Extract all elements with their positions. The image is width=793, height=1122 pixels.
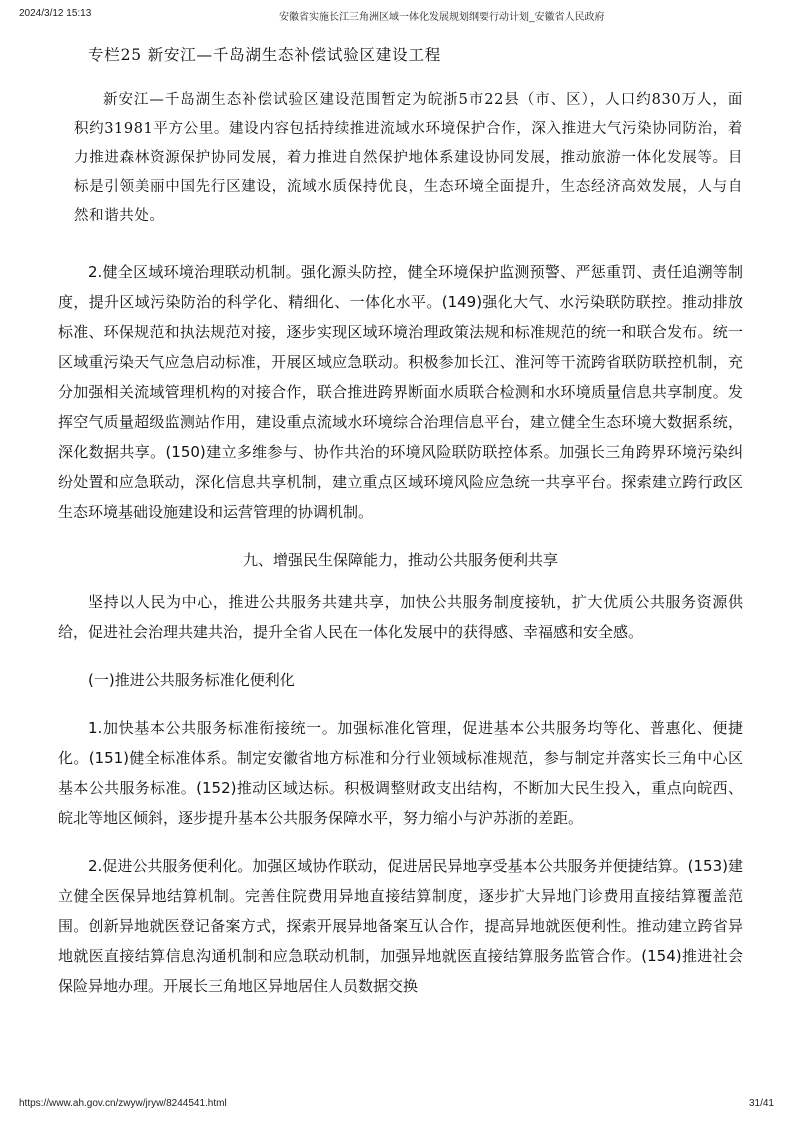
print-header — [19, 8, 774, 22]
paragraph-intro: 坚持以人民为中心，推进公共服务共建共享，加快公共服务制度接轨，扩大优质公共服务资源供给，促进社会治理共建共治，提升全省人民在一体化发展中的获得感、幸福感和安全感。 — [58, 593, 743, 641]
page-content — [58, 40, 743, 1019]
page-number: 31/41 — [748, 1098, 774, 1109]
paragraph-standards: 1.加快基本公共服务标准衔接统一。加强标准化管理，促进基本公共服务均等化、普惠化、便捷化。(151)健全标准体系。制定安徽省地方标准和分行业领域标准规范，参与制定并落实长三角中心区基本公共服务标准。(152)推动区域达标。积极调整财政支出结构，不断加大民生投入，重点向皖西、皖北等地区倾斜，逐步提升基本公共服务保障水平，努力缩小与沪苏浙的差距。 — [58, 719, 743, 827]
paragraph-convenience: 2.促进公共服务便利化。加强区域协作联动，促进居民异地享受基本公共服务并便捷结算。(153)建立健全医保异地结算机制。完善住院费用异地直接结算制度，逐步扩大异地门诊费用直接结算覆盖范围。创新异地就医登记备案方式，探索开展异地备案互认合作，提高异地就医便利性。推动建立跨省异地就医直接结算信息沟通机制和应急联动机制，加强异地就医直接结算服务监管合作。(154)推进社会保险异地办理。开展长三角地区异地居住人员数据交换 — [58, 857, 743, 995]
box-title: 专栏25 新安江—千岛湖生态补偿试验区建设工程 — [88, 46, 442, 64]
section-heading: 九、增强民生保障能力，推动公共服务便利共享 — [242, 551, 558, 569]
sub-heading: (一)推进公共服务标准化便利化 — [88, 671, 295, 689]
document-title: 安徽省实施长江三角洲区域一体化发展规划纲要行动计划_安徽省人民政府 — [279, 12, 605, 23]
box-body: 新安江—千岛湖生态补偿试验区建设范围暂定为皖浙5市22县（市、区），人口约830万人，面积约31981平方公里。建设内容包括持续推进流域水环境保护合作，深入推进大气污染协同防治，着力推进森林资源保护协同发展，着力推进自然保护地体系建设协同发展，推动旅游一体化发展等。目标是引领美丽中国先行区建设，流域水质保持优良，生态环境全面提升，生态经济高效发展，人与自然和谐共处。 — [74, 92, 743, 224]
paragraph-environment-governance: 2.健全区域环境治理联动机制。强化源头防控，健全环境保护监测预警、严惩重罚、责任追溯等制度，提升区域污染防治的科学化、精细化、一体化水平。(149)强化大气、水污染联防联控。推动排放标准、环保规范和执法规范对接，逐步实现区域环境治理政策法规和标准规范的统一和联合发布。统一区域重污染天气应急启动标准，开展区域应急联动。积极参加长江、淮河等干流跨省联防联控机制，充分加强相关流域管理机构的对接合作，联合推进跨界断面水质联合检测和水环境质量信息共享制度。发挥空气质量超级监测站作用，建设重点流域水环境综合治理信息平台，建立健全生态环境大数据系统，深化数据共享。(150)建立多维参与、协作共治的环境风险联防联控体系。加强长三角跨界环境污染纠纷处置和应急联动，深化信息共享机制，建立重点区域环境风险应急统一共享平台。探索建立跨行政区生态环境基础设施建设和运营管理的协调机制。 — [58, 263, 743, 521]
page-url: https://www.ah.gov.cn/zwyw/jryw/8244541.html — [19, 1098, 227, 1109]
print-footer — [19, 1098, 774, 1112]
print-date: 2024/3/12 15:13 — [19, 8, 92, 19]
